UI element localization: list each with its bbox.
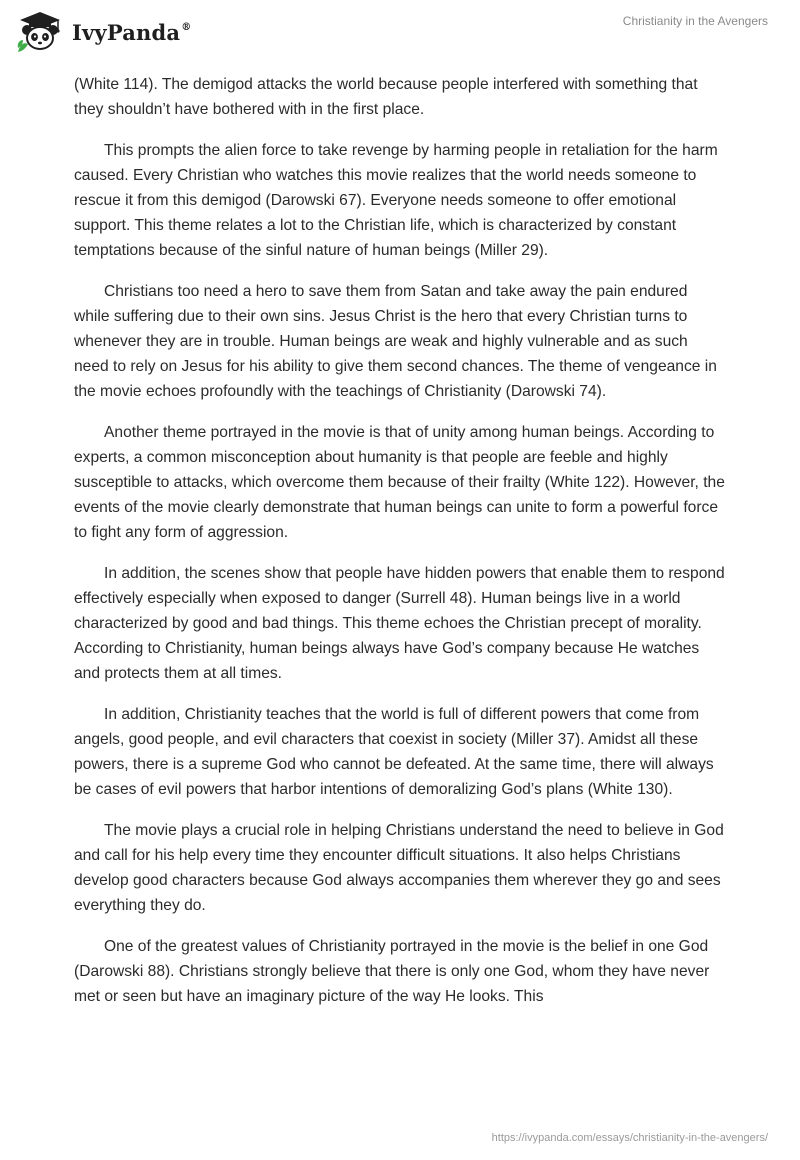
brand-name: IvyPanda® [72, 19, 192, 45]
paragraph: In addition, Christianity teaches that the world is full of different powers that come from angels, good people, and evil characters that coexist in society (Miller 37). Amidst all these powers, there is a supreme God who cannot be defeated. At the same time, there will always be cases of evil powers that harbor intentions of demoralizing God’s plans (White 130). [74, 706, 714, 798]
panda-graduate-icon [14, 10, 66, 54]
essay-body [74, 72, 726, 1025]
paragraph: One of the greatest values of Christianity portrayed in the movie is the belief in one God (Darowski 88). Christians strongly believe that there is only one God, whom they have never met or seen but have an imaginary picture of the way He looks. This [74, 938, 710, 1005]
paragraph: Another theme portrayed in the movie is that of unity among human beings. According to experts, a common misconception about humanity is that people are feeble and highly susceptible to attacks, which overcome them because of their frailty (White 122). However, the events of the movie clearly demonstrate that human beings can unite to form a powerful force to fight any form of aggression. [74, 424, 725, 541]
ivypanda-logo[interactable] [14, 10, 191, 54]
paragraph: In addition, the scenes show that people have hidden powers that enable them to respond effectively especially when exposed to danger (Surrell 48). Human beings live in a world characterized by good and bad things. This theme echoes the Christian precept of morality. According to Christianity, human beings always have God’s company because He watches and protects them at all times. [74, 565, 725, 682]
paragraph: This prompts the alien force to take revenge by harming people in retaliation for the harm caused. Every Christian who watches this movie realizes that the world needs someone to rescue it from this demigod (Darowski 67). Everyone needs someone to offer emotional support. This theme relates a lot to the Christian life, which is characterized by constant temptations because of the sinful nature of human beings (Miller 29). [74, 142, 718, 259]
paragraph: The movie plays a crucial role in helping Christians understand the need to believe in God and call for his help every time they encounter difficult situations. It also helps Christians develop good characters because God always accompanies them wherever they go and sees everything they do. [74, 822, 724, 914]
paragraph: Christians too need a hero to save them from Satan and take away the pain endured while suffering due to their own sins. Jesus Christ is the hero that every Christian turns to whenever they are in trouble. Human beings are weak and highly vulnerable and as such need to rely on Jesus for his ability to give them second chances. The theme of vengeance in the movie echoes profoundly with the teachings of Christianity (Darowski 74). [74, 283, 717, 400]
paragraph: (White 114). The demigod attacks the world because people interfered with something that they shouldn’t have bothered with in the first place. [74, 76, 698, 118]
source-url-link[interactable]: https://ivypanda.com/essays/christianity-in-the-avengers/ [491, 1132, 768, 1144]
page-header [0, 0, 800, 64]
running-title: Christianity in the Avengers [622, 14, 768, 28]
